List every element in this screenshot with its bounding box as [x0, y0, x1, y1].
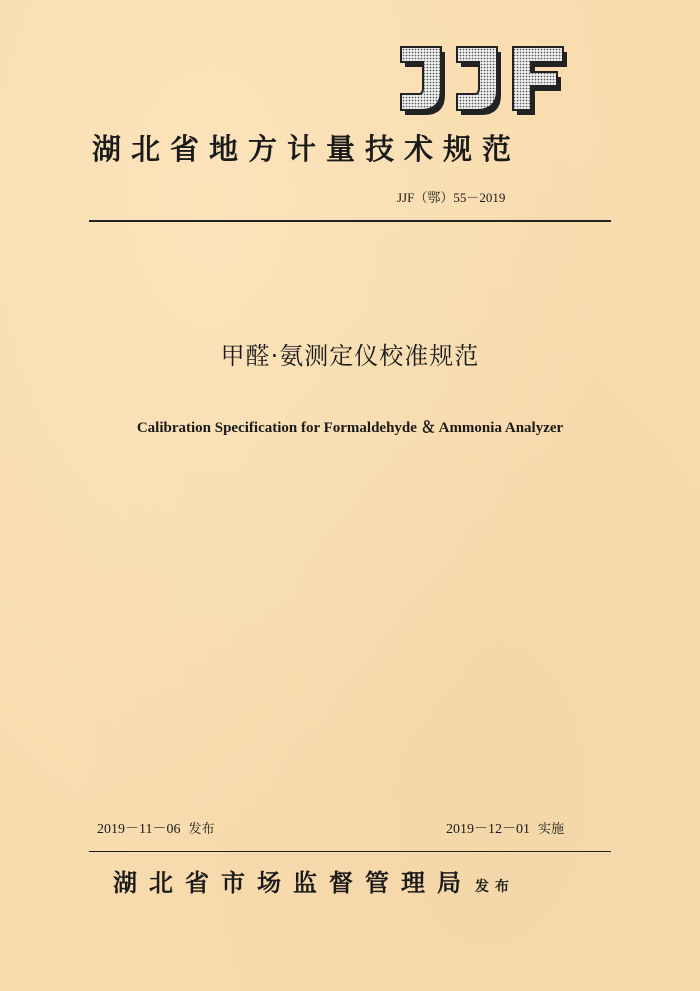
issue-label: 发布 [188, 822, 215, 837]
document-title-chinese: 甲醛·氨测定仪校准规范 [220, 342, 480, 370]
footer-divider [89, 851, 611, 852]
implementation-date-line [446, 818, 564, 838]
standard-number: JJF（鄂）55－2019 [397, 190, 506, 205]
document-title-english: Calibration Specification for Formaldehyde ＆ Ammonia Analyzer [136, 420, 564, 436]
implementation-date: 2019－12－01 [446, 822, 530, 837]
publisher-name: 湖北省市场监督管理局 [113, 868, 473, 897]
issue-date-line [97, 818, 215, 838]
jjf-logo-graphic [393, 42, 573, 117]
jjf-logo [393, 42, 573, 117]
series-title: 湖北省地方计量技术规范 [92, 132, 522, 166]
publisher-suffix: 发布 [475, 879, 515, 895]
header-divider [89, 220, 611, 222]
implementation-label: 实施 [538, 822, 565, 837]
publisher-line [113, 863, 515, 898]
issue-date: 2019－11－06 [97, 822, 181, 837]
